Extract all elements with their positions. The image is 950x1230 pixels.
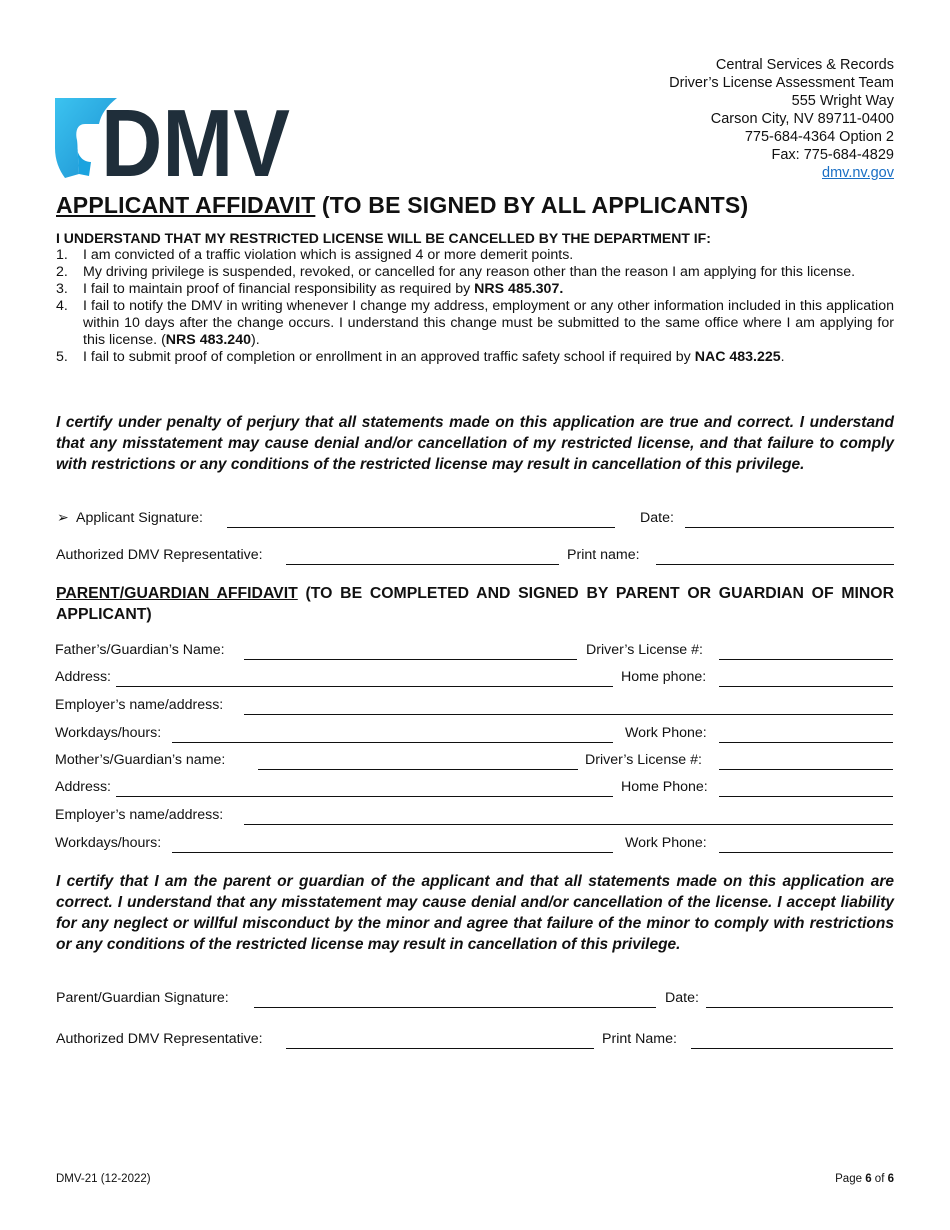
workdays1-label: Workdays/hours:: [55, 725, 162, 741]
arrow-bullet-icon: ➢: [57, 510, 69, 526]
applicant-affidavit-title: [56, 192, 748, 219]
address-line: Driver’s License Assessment Team: [669, 75, 894, 91]
cancellation-list: [56, 247, 894, 366]
list-item: 5. I fail to submit proof of completion or enrollment in an approved traffic safety school if required by NAC 483.225.: [56, 349, 785, 365]
form-id: DMV-21 (12-2022): [56, 1173, 151, 1185]
address-block: [669, 56, 894, 182]
website-link[interactable]: dmv.nv.gov: [822, 165, 894, 181]
mother-license-label: Driver’s License #:: [585, 752, 702, 768]
parent-signature-field[interactable]: [254, 1007, 656, 1008]
home-phone2-field[interactable]: [719, 796, 893, 797]
home-phone1-label: Home phone:: [621, 669, 707, 685]
address-line: Central Services & Records: [715, 57, 894, 73]
father-license-field[interactable]: [719, 659, 893, 660]
page-number: Page 6 of 6: [835, 1173, 894, 1185]
address1-field[interactable]: [116, 686, 613, 687]
home-phone2-label: Home Phone:: [621, 779, 708, 795]
address2-field[interactable]: [116, 796, 613, 797]
father-name-label: Father’s/Guardian’s Name:: [55, 642, 225, 658]
workdays1-field[interactable]: [172, 742, 613, 743]
applicant-signature-field[interactable]: [227, 527, 615, 528]
work-phone2-field[interactable]: [719, 852, 893, 853]
title-rest: (TO BE SIGNED BY ALL APPLICANTS): [315, 192, 749, 218]
parent-date-field[interactable]: [706, 1007, 893, 1008]
mother-license-field[interactable]: [719, 769, 893, 770]
parent-dmv-rep-field[interactable]: [286, 1048, 594, 1049]
father-name-field[interactable]: [244, 659, 577, 660]
parent-affidavit-title: PARENT/GUARDIAN AFFIDAVIT (TO BE COMPLETED AND SIGNED BY PARENT OR GUARDIAN OF MINOR APPLICANT): [56, 585, 894, 623]
applicant-signature-label: Applicant Signature:: [76, 510, 203, 526]
parent-certification: I certify that I am the parent or guardian of the applicant and that all statements made on this application are correct. I understand that any misstatement may cause denial and/or cancellation of the license. I accept liability for any neglect or willful misconduct by the minor and agree that failure of the minor to comply with restrictions or any conditions of the restricted license may result in cancellation of this privilege.: [56, 873, 894, 953]
address1-label: Address:: [55, 669, 111, 685]
print-name-label: Print name:: [567, 547, 640, 563]
address-line: 555 Wright Way: [791, 93, 894, 109]
work-phone2-label: Work Phone:: [625, 835, 707, 851]
print-name-field[interactable]: [656, 564, 894, 565]
parent-dmv-rep-label: Authorized DMV Representative:: [56, 1031, 263, 1047]
parent-date-label: Date:: [665, 990, 699, 1006]
address-line: Fax: 775-684-4829: [771, 147, 894, 163]
employer1-label: Employer’s name/address:: [55, 697, 224, 713]
list-item: 1. I am convicted of a traffic violation which is assigned 4 or more demerit points.: [56, 247, 574, 263]
father-license-label: Driver’s License #:: [586, 642, 703, 658]
employer2-label: Employer’s name/address:: [55, 807, 224, 823]
mother-name-field[interactable]: [258, 769, 578, 770]
dmv-logo: [55, 90, 290, 197]
home-phone1-field[interactable]: [719, 686, 893, 687]
employer1-field[interactable]: [244, 714, 893, 715]
title-underlined: APPLICANT AFFIDAVIT: [56, 192, 316, 218]
workdays2-field[interactable]: [172, 852, 613, 853]
dmv-rep-field[interactable]: [286, 564, 559, 565]
logo-text: DMV: [101, 90, 290, 197]
parent-signature-label: Parent/Guardian Signature:: [56, 990, 229, 1006]
mother-name-label: Mother’s/Guardian’s name:: [55, 752, 226, 768]
list-item: 3. I fail to maintain proof of financial responsibility as required by NRS 485.307.: [56, 281, 564, 297]
cancellation-subheading: I UNDERSTAND THAT MY RESTRICTED LICENSE WILL BE CANCELLED BY THE DEPARTMENT IF:: [56, 230, 711, 246]
parent-print-name-field[interactable]: [691, 1048, 893, 1049]
applicant-date-field[interactable]: [685, 527, 894, 528]
applicant-date-label: Date:: [640, 510, 674, 526]
workdays2-label: Workdays/hours:: [55, 835, 162, 851]
address2-label: Address:: [55, 779, 111, 795]
address-line: 775-684-4364 Option 2: [744, 129, 894, 145]
work-phone1-label: Work Phone:: [625, 725, 707, 741]
list-item: 4. I fail to notify the DMV in writing whenever I change my address, employment or any other information included in this application within 10 days after the change occurs. I understand this change must be submitted to the same office where I am applying for this license. (NRS 483.240).: [56, 298, 894, 348]
parent-print-name-label: Print Name:: [602, 1031, 677, 1047]
address-line: Carson City, NV 89711-0400: [710, 111, 894, 127]
dmv-rep-label: Authorized DMV Representative:: [56, 547, 263, 563]
list-item: 2. My driving privilege is suspended, revoked, or cancelled for any reason other than the reason I am applying for this license.: [56, 264, 856, 280]
applicant-certification: I certify under penalty of perjury that all statements made on this application are true and correct. I understand that any misstatement may cause denial and/or cancellation of my restricted license, and that failure to comply with restrictions or any conditions of the restricted license may result in cancellation of this privilege.: [56, 414, 894, 473]
employer2-field[interactable]: [244, 824, 893, 825]
work-phone1-field[interactable]: [719, 742, 893, 743]
